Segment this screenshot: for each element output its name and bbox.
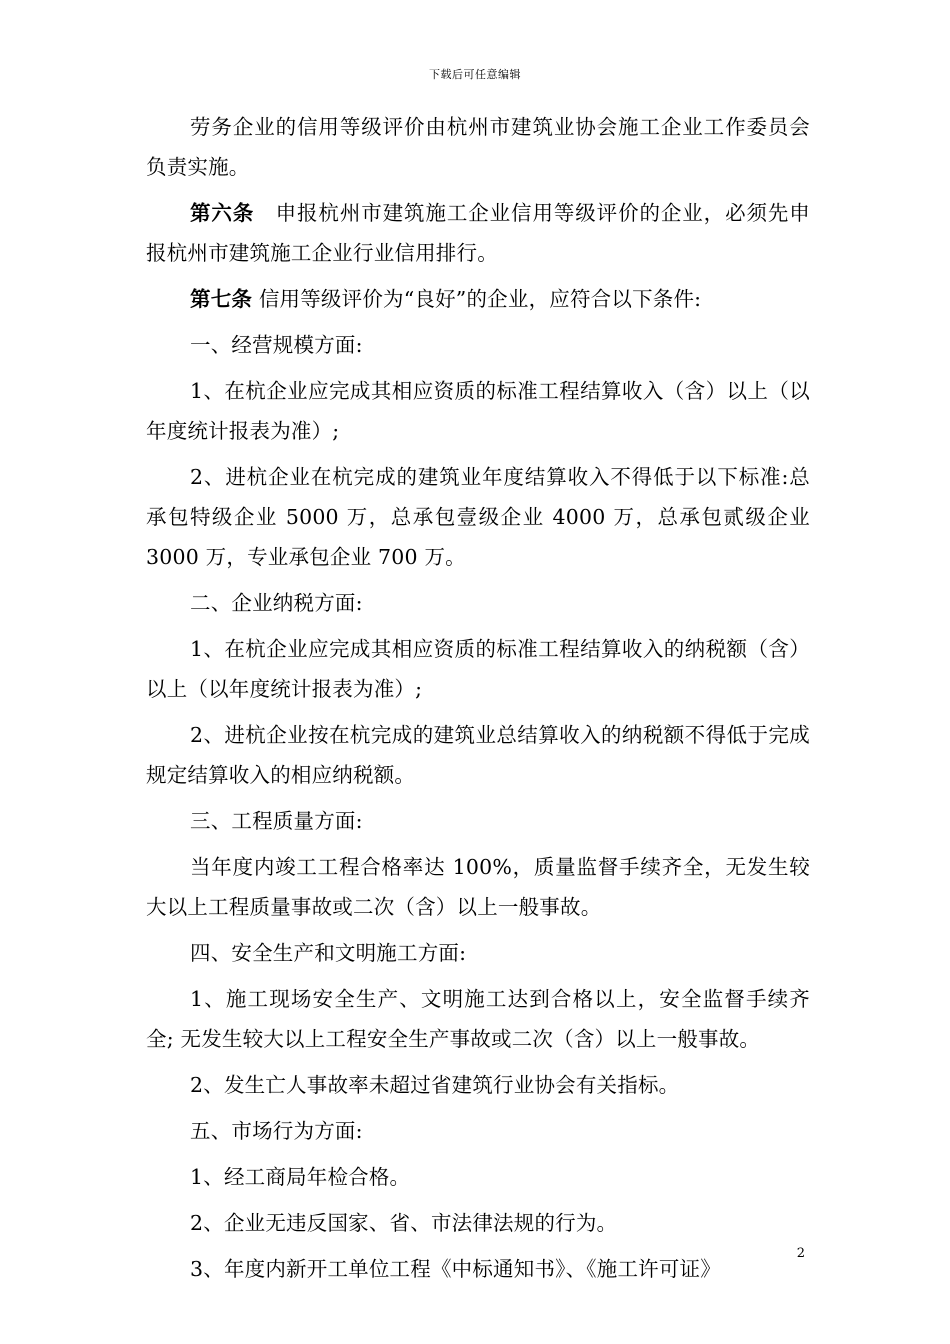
paragraph-text: 劳务企业的信用等级评价由杭州市建筑业协会施工企业工作委员会负责实施。	[146, 115, 810, 179]
paragraph-text: 三、工程质量方面:	[190, 809, 363, 833]
list-item	[146, 457, 810, 577]
section-heading	[146, 325, 810, 365]
article-6-paragraph	[146, 193, 810, 273]
paragraph-text: 2、发生亡人事故率未超过省建筑行业协会有关指标。	[190, 1073, 680, 1097]
article-7-paragraph	[146, 279, 810, 319]
list-item	[146, 1203, 810, 1243]
paragraph-text: 1、在杭企业应完成其相应资质的标准工程结算收入（含）以上（以年度统计报表为准）;	[146, 379, 810, 443]
paragraph-text: 2、企业无违反国家、省、市法律法规的行为。	[190, 1211, 618, 1235]
section-heading	[146, 1111, 810, 1151]
paragraph-text: 2、进杭企业在杭完成的建筑业年度结算收入不得低于以下标准:总承包特级企业 5000 万，总承包壹级企业 4000 万，总承包贰级企业 3000 万，专业承包企业 700 万。	[146, 465, 810, 569]
page-header-note: 下载后可任意编辑	[429, 68, 521, 81]
paragraph-text: 申报杭州市建筑施工企业信用等级评价的企业，必须先申报杭州市建筑施工企业行业信用排行。	[146, 201, 810, 265]
section-heading	[146, 801, 810, 841]
paragraph-text: 四、安全生产和文明施工方面:	[190, 941, 467, 965]
document-body	[146, 107, 810, 1295]
page-number: 2	[796, 1246, 805, 1261]
paragraph-text: 1、施工现场安全生产、文明施工达到合格以上，安全监督手续齐全; 无发生较大以上工程安全生产事故或二次（含）以上一般事故。	[146, 987, 810, 1051]
section-heading	[146, 933, 810, 973]
list-item	[146, 715, 810, 795]
article-heading: 第六条	[190, 201, 255, 225]
list-item	[146, 629, 810, 709]
paragraph-text: 一、经营规模方面:	[190, 333, 363, 357]
article-heading: 第七条	[190, 287, 253, 311]
paragraph-text: 2、进杭企业按在杭完成的建筑业总结算收入的纳税额不得低于完成规定结算收入的相应纳税额。	[146, 723, 810, 787]
paragraph	[146, 107, 810, 187]
paragraph-text: 当年度内竣工工程合格率达 100%，质量监督手续齐全，无发生较大以上工程质量事故或二次（含）以上一般事故。	[146, 855, 810, 919]
list-item	[146, 979, 810, 1059]
paragraph-text: 信用等级评价为“良好”的企业，应符合以下条件:	[252, 287, 702, 311]
list-item	[146, 1065, 810, 1105]
section-heading	[146, 583, 810, 623]
list-item	[146, 1157, 810, 1197]
paragraph-text: 1、经工商局年检合格。	[190, 1165, 411, 1189]
paragraph-text: 1、在杭企业应完成其相应资质的标准工程结算收入的纳税额（含）以上（以年度统计报表为准）;	[146, 637, 810, 701]
paragraph	[146, 847, 810, 927]
paragraph-text: 五、市场行为方面:	[190, 1119, 363, 1143]
list-item	[146, 371, 810, 451]
paragraph-text: 二、企业纳税方面:	[190, 591, 363, 615]
paragraph-text: 3、年度内新开工单位工程《中标通知书》、《施工许可证》	[190, 1257, 721, 1281]
list-item	[146, 1249, 810, 1289]
